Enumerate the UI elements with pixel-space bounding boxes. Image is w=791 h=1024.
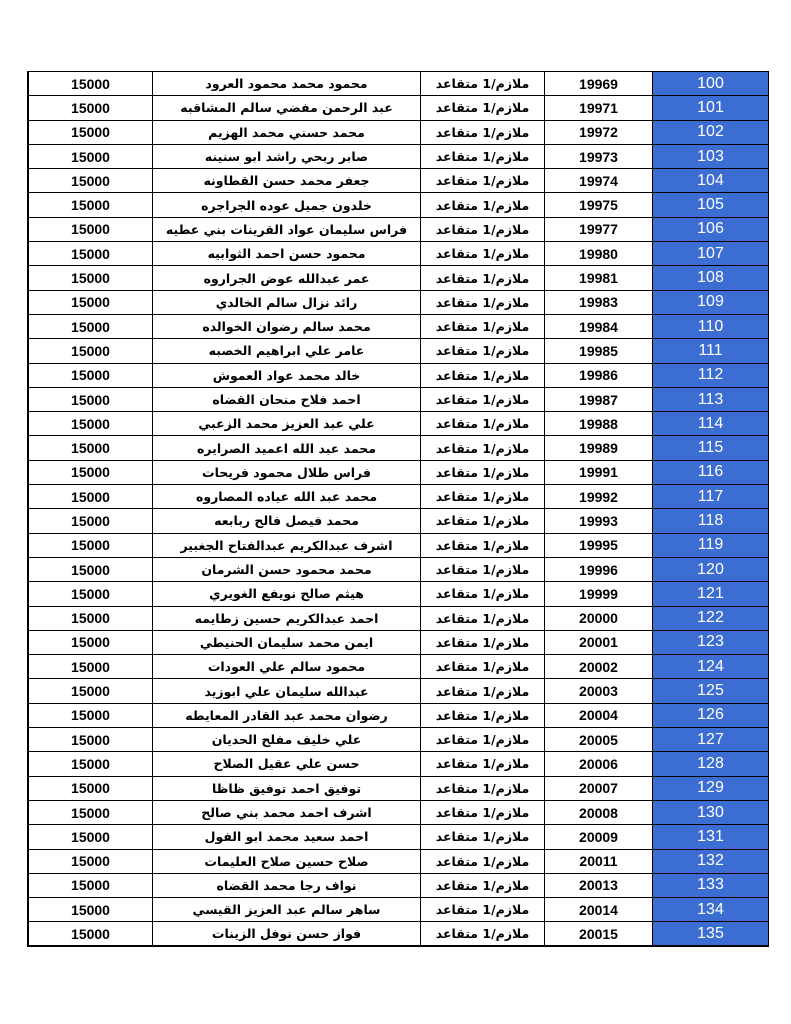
amount-cell: 15000 xyxy=(29,509,153,532)
table-row xyxy=(29,121,768,145)
name-cell: خلدون جميل عوده الجراجره xyxy=(153,193,421,216)
rank-cell: ملازم/1 متقاعد xyxy=(421,169,545,192)
name-cell: ايمن محمد سليمان الحنيطي xyxy=(153,631,421,654)
id-number-cell: 20005 xyxy=(545,728,653,751)
amount-cell: 15000 xyxy=(29,193,153,216)
rank-cell: ملازم/1 متقاعد xyxy=(421,607,545,630)
id-number-cell: 19974 xyxy=(545,169,653,192)
id-number-cell: 20009 xyxy=(545,825,653,848)
name-cell: عمر عبدالله عوض الجراروه xyxy=(153,266,421,289)
sequence-number-cell: 109 xyxy=(653,291,768,314)
name-cell: رائد نزال سالم الخالدي xyxy=(153,291,421,314)
rank-cell: ملازم/1 متقاعد xyxy=(421,825,545,848)
table-row xyxy=(29,266,768,290)
sequence-number-cell: 113 xyxy=(653,388,768,411)
name-cell: رضوان محمد عبد القادر المعايطه xyxy=(153,704,421,727)
amount-cell: 15000 xyxy=(29,850,153,873)
table-row xyxy=(29,169,768,193)
amount-cell: 15000 xyxy=(29,218,153,241)
rank-cell: ملازم/1 متقاعد xyxy=(421,898,545,921)
name-cell: فراس طلال محمود فريحات xyxy=(153,461,421,484)
rank-cell: ملازم/1 متقاعد xyxy=(421,266,545,289)
sequence-number-cell: 124 xyxy=(653,655,768,678)
amount-cell: 15000 xyxy=(29,242,153,265)
id-number-cell: 20007 xyxy=(545,777,653,800)
id-number-cell: 19972 xyxy=(545,121,653,144)
id-number-cell: 20001 xyxy=(545,631,653,654)
rank-cell: ملازم/1 متقاعد xyxy=(421,509,545,532)
table-row xyxy=(29,874,768,898)
table-row xyxy=(29,607,768,631)
sequence-number-cell: 121 xyxy=(653,582,768,605)
sequence-number-cell: 108 xyxy=(653,266,768,289)
table-row xyxy=(29,679,768,703)
id-number-cell: 20008 xyxy=(545,801,653,824)
sequence-number-cell: 117 xyxy=(653,485,768,508)
amount-cell: 15000 xyxy=(29,582,153,605)
rank-cell: ملازم/1 متقاعد xyxy=(421,728,545,751)
sequence-number-cell: 130 xyxy=(653,801,768,824)
name-cell: احمد عبدالكريم حسين زطايمه xyxy=(153,607,421,630)
rank-cell: ملازم/1 متقاعد xyxy=(421,121,545,144)
rank-cell: ملازم/1 متقاعد xyxy=(421,485,545,508)
id-number-cell: 19991 xyxy=(545,461,653,484)
name-cell: محمود حسن احمد الثوابيه xyxy=(153,242,421,265)
name-cell: هيثم صالح نويفع الغويري xyxy=(153,582,421,605)
amount-cell: 15000 xyxy=(29,655,153,678)
amount-cell: 15000 xyxy=(29,922,153,944)
sequence-number-cell: 118 xyxy=(653,509,768,532)
table-row xyxy=(29,582,768,606)
table-row xyxy=(29,777,768,801)
rank-cell: ملازم/1 متقاعد xyxy=(421,582,545,605)
amount-cell: 15000 xyxy=(29,145,153,168)
name-cell: علي عبد العزيز محمد الزعبي xyxy=(153,412,421,435)
amount-cell: 15000 xyxy=(29,534,153,557)
table-row xyxy=(29,922,768,946)
amount-cell: 15000 xyxy=(29,291,153,314)
amount-cell: 15000 xyxy=(29,631,153,654)
id-number-cell: 20011 xyxy=(545,850,653,873)
table-row xyxy=(29,291,768,315)
id-number-cell: 19971 xyxy=(545,96,653,119)
id-number-cell: 19980 xyxy=(545,242,653,265)
id-number-cell: 20000 xyxy=(545,607,653,630)
rank-cell: ملازم/1 متقاعد xyxy=(421,315,545,338)
rank-cell: ملازم/1 متقاعد xyxy=(421,412,545,435)
rank-cell: ملازم/1 متقاعد xyxy=(421,655,545,678)
amount-cell: 15000 xyxy=(29,461,153,484)
table-row xyxy=(29,801,768,825)
sequence-number-cell: 127 xyxy=(653,728,768,751)
rank-cell: ملازم/1 متقاعد xyxy=(421,145,545,168)
name-cell: محمد حسني محمد الهزيم xyxy=(153,121,421,144)
amount-cell: 15000 xyxy=(29,607,153,630)
table-row xyxy=(29,364,768,388)
name-cell: محمد عبد الله اعميد الصرايره xyxy=(153,436,421,459)
table-row xyxy=(29,850,768,874)
sequence-number-cell: 116 xyxy=(653,461,768,484)
amount-cell: 15000 xyxy=(29,898,153,921)
amount-cell: 15000 xyxy=(29,825,153,848)
sequence-number-cell: 131 xyxy=(653,825,768,848)
name-cell: محمد محمود حسن الشرمان xyxy=(153,558,421,581)
id-number-cell: 19969 xyxy=(545,72,653,95)
name-cell: خالد محمد عواد العموش xyxy=(153,364,421,387)
amount-cell: 15000 xyxy=(29,388,153,411)
amount-cell: 15000 xyxy=(29,364,153,387)
table-row xyxy=(29,96,768,120)
table-row xyxy=(29,436,768,460)
id-number-cell: 19975 xyxy=(545,193,653,216)
amount-cell: 15000 xyxy=(29,558,153,581)
name-cell: اشرف عبدالكريم عبدالفتاح الجغبير xyxy=(153,534,421,557)
rank-cell: ملازم/1 متقاعد xyxy=(421,631,545,654)
sequence-number-cell: 110 xyxy=(653,315,768,338)
table-row xyxy=(29,704,768,728)
rank-cell: ملازم/1 متقاعد xyxy=(421,339,545,362)
amount-cell: 15000 xyxy=(29,777,153,800)
id-number-cell: 19987 xyxy=(545,388,653,411)
sequence-number-cell: 115 xyxy=(653,436,768,459)
name-cell: عامر علي ابراهيم الخصبه xyxy=(153,339,421,362)
table-row xyxy=(29,145,768,169)
name-cell: صابر ربحي راشد ابو سنينه xyxy=(153,145,421,168)
name-cell: عبدالله سليمان علي ابوزيد xyxy=(153,679,421,702)
name-cell: محمد عبد الله عياده المصاروه xyxy=(153,485,421,508)
table-row xyxy=(29,558,768,582)
table-row xyxy=(29,898,768,922)
amount-cell: 15000 xyxy=(29,121,153,144)
id-number-cell: 19984 xyxy=(545,315,653,338)
sequence-number-cell: 105 xyxy=(653,193,768,216)
amount-cell: 15000 xyxy=(29,96,153,119)
sequence-number-cell: 107 xyxy=(653,242,768,265)
sequence-number-cell: 132 xyxy=(653,850,768,873)
table-row xyxy=(29,315,768,339)
rank-cell: ملازم/1 متقاعد xyxy=(421,874,545,897)
amount-cell: 15000 xyxy=(29,801,153,824)
name-cell: فواز حسن نوفل الزينات xyxy=(153,922,421,944)
sequence-number-cell: 102 xyxy=(653,121,768,144)
sequence-number-cell: 111 xyxy=(653,339,768,362)
amount-cell: 15000 xyxy=(29,72,153,95)
amount-cell: 15000 xyxy=(29,169,153,192)
sequence-number-cell: 134 xyxy=(653,898,768,921)
table-row xyxy=(29,655,768,679)
id-number-cell: 20006 xyxy=(545,752,653,775)
amount-cell: 15000 xyxy=(29,436,153,459)
id-number-cell: 20003 xyxy=(545,679,653,702)
rank-cell: ملازم/1 متقاعد xyxy=(421,558,545,581)
id-number-cell: 19992 xyxy=(545,485,653,508)
amount-cell: 15000 xyxy=(29,704,153,727)
id-number-cell: 19977 xyxy=(545,218,653,241)
name-cell: فراس سليمان عواد القرينات بني عطيه xyxy=(153,218,421,241)
amount-cell: 15000 xyxy=(29,412,153,435)
rank-cell: ملازم/1 متقاعد xyxy=(421,242,545,265)
name-cell: محمود محمد محمود العرود xyxy=(153,72,421,95)
sequence-number-cell: 114 xyxy=(653,412,768,435)
table-row xyxy=(29,509,768,533)
name-cell: محمد سالم رضوان الخوالده xyxy=(153,315,421,338)
rank-cell: ملازم/1 متقاعد xyxy=(421,801,545,824)
id-number-cell: 20004 xyxy=(545,704,653,727)
table-row xyxy=(29,631,768,655)
id-number-cell: 19973 xyxy=(545,145,653,168)
id-number-cell: 19988 xyxy=(545,412,653,435)
sequence-number-cell: 129 xyxy=(653,777,768,800)
id-number-cell: 20013 xyxy=(545,874,653,897)
amount-cell: 15000 xyxy=(29,266,153,289)
name-cell: توفيق احمد توفيق ظاظا xyxy=(153,777,421,800)
amount-cell: 15000 xyxy=(29,339,153,362)
name-cell: علي خليف مفلح الحديان xyxy=(153,728,421,751)
sequence-number-cell: 120 xyxy=(653,558,768,581)
rank-cell: ملازم/1 متقاعد xyxy=(421,436,545,459)
name-cell: صلاح حسين صلاح العليمات xyxy=(153,850,421,873)
table-row xyxy=(29,825,768,849)
rank-cell: ملازم/1 متقاعد xyxy=(421,364,545,387)
name-cell: اشرف احمد محمد بني صالح xyxy=(153,801,421,824)
sequence-number-cell: 123 xyxy=(653,631,768,654)
table-row xyxy=(29,339,768,363)
rank-cell: ملازم/1 متقاعد xyxy=(421,752,545,775)
table-row xyxy=(29,485,768,509)
rank-cell: ملازم/1 متقاعد xyxy=(421,922,545,944)
name-cell: محمد فيصل فالح ربابعه xyxy=(153,509,421,532)
amount-cell: 15000 xyxy=(29,315,153,338)
sequence-number-cell: 103 xyxy=(653,145,768,168)
sequence-number-cell: 125 xyxy=(653,679,768,702)
amount-cell: 15000 xyxy=(29,485,153,508)
id-number-cell: 20015 xyxy=(545,922,653,944)
sequence-number-cell: 112 xyxy=(653,364,768,387)
id-number-cell: 19995 xyxy=(545,534,653,557)
sequence-number-cell: 126 xyxy=(653,704,768,727)
table-row xyxy=(29,412,768,436)
name-cell: ساهر سالم عبد العزيز القيسي xyxy=(153,898,421,921)
rank-cell: ملازم/1 متقاعد xyxy=(421,72,545,95)
sequence-number-cell: 135 xyxy=(653,922,768,944)
sequence-number-cell: 122 xyxy=(653,607,768,630)
table-row xyxy=(29,218,768,242)
id-number-cell: 19983 xyxy=(545,291,653,314)
name-cell: احمد فلاح منحان القضاه xyxy=(153,388,421,411)
rank-cell: ملازم/1 متقاعد xyxy=(421,193,545,216)
rank-cell: ملازم/1 متقاعد xyxy=(421,850,545,873)
rank-cell: ملازم/1 متقاعد xyxy=(421,704,545,727)
amount-cell: 15000 xyxy=(29,679,153,702)
rank-cell: ملازم/1 متقاعد xyxy=(421,534,545,557)
id-number-cell: 19986 xyxy=(545,364,653,387)
table-row xyxy=(29,72,768,96)
sequence-number-cell: 119 xyxy=(653,534,768,557)
rank-cell: ملازم/1 متقاعد xyxy=(421,461,545,484)
table-row xyxy=(29,461,768,485)
rank-cell: ملازم/1 متقاعد xyxy=(421,96,545,119)
id-number-cell: 20014 xyxy=(545,898,653,921)
id-number-cell: 19989 xyxy=(545,436,653,459)
table-row xyxy=(29,534,768,558)
rank-cell: ملازم/1 متقاعد xyxy=(421,218,545,241)
table-row xyxy=(29,728,768,752)
name-cell: احمد سعيد محمد ابو الفول xyxy=(153,825,421,848)
retiree-table xyxy=(27,71,769,947)
sequence-number-cell: 100 xyxy=(653,72,768,95)
rank-cell: ملازم/1 متقاعد xyxy=(421,679,545,702)
id-number-cell: 20002 xyxy=(545,655,653,678)
rank-cell: ملازم/1 متقاعد xyxy=(421,388,545,411)
sequence-number-cell: 104 xyxy=(653,169,768,192)
id-number-cell: 19996 xyxy=(545,558,653,581)
id-number-cell: 19985 xyxy=(545,339,653,362)
rank-cell: ملازم/1 متقاعد xyxy=(421,291,545,314)
table-row xyxy=(29,193,768,217)
amount-cell: 15000 xyxy=(29,752,153,775)
name-cell: عبد الرحمن مفضي سالم المشاقبه xyxy=(153,96,421,119)
table-row xyxy=(29,242,768,266)
sequence-number-cell: 101 xyxy=(653,96,768,119)
rank-cell: ملازم/1 متقاعد xyxy=(421,777,545,800)
sequence-number-cell: 133 xyxy=(653,874,768,897)
id-number-cell: 19981 xyxy=(545,266,653,289)
amount-cell: 15000 xyxy=(29,728,153,751)
sequence-number-cell: 106 xyxy=(653,218,768,241)
name-cell: حسن علي عقيل الصلاح xyxy=(153,752,421,775)
table-row xyxy=(29,752,768,776)
id-number-cell: 19993 xyxy=(545,509,653,532)
amount-cell: 15000 xyxy=(29,874,153,897)
sequence-number-cell: 128 xyxy=(653,752,768,775)
table-row xyxy=(29,388,768,412)
name-cell: جعفر محمد حسن القطاونه xyxy=(153,169,421,192)
id-number-cell: 19999 xyxy=(545,582,653,605)
name-cell: محمود سالم علي العودات xyxy=(153,655,421,678)
name-cell: نواف رجا محمد القضاه xyxy=(153,874,421,897)
